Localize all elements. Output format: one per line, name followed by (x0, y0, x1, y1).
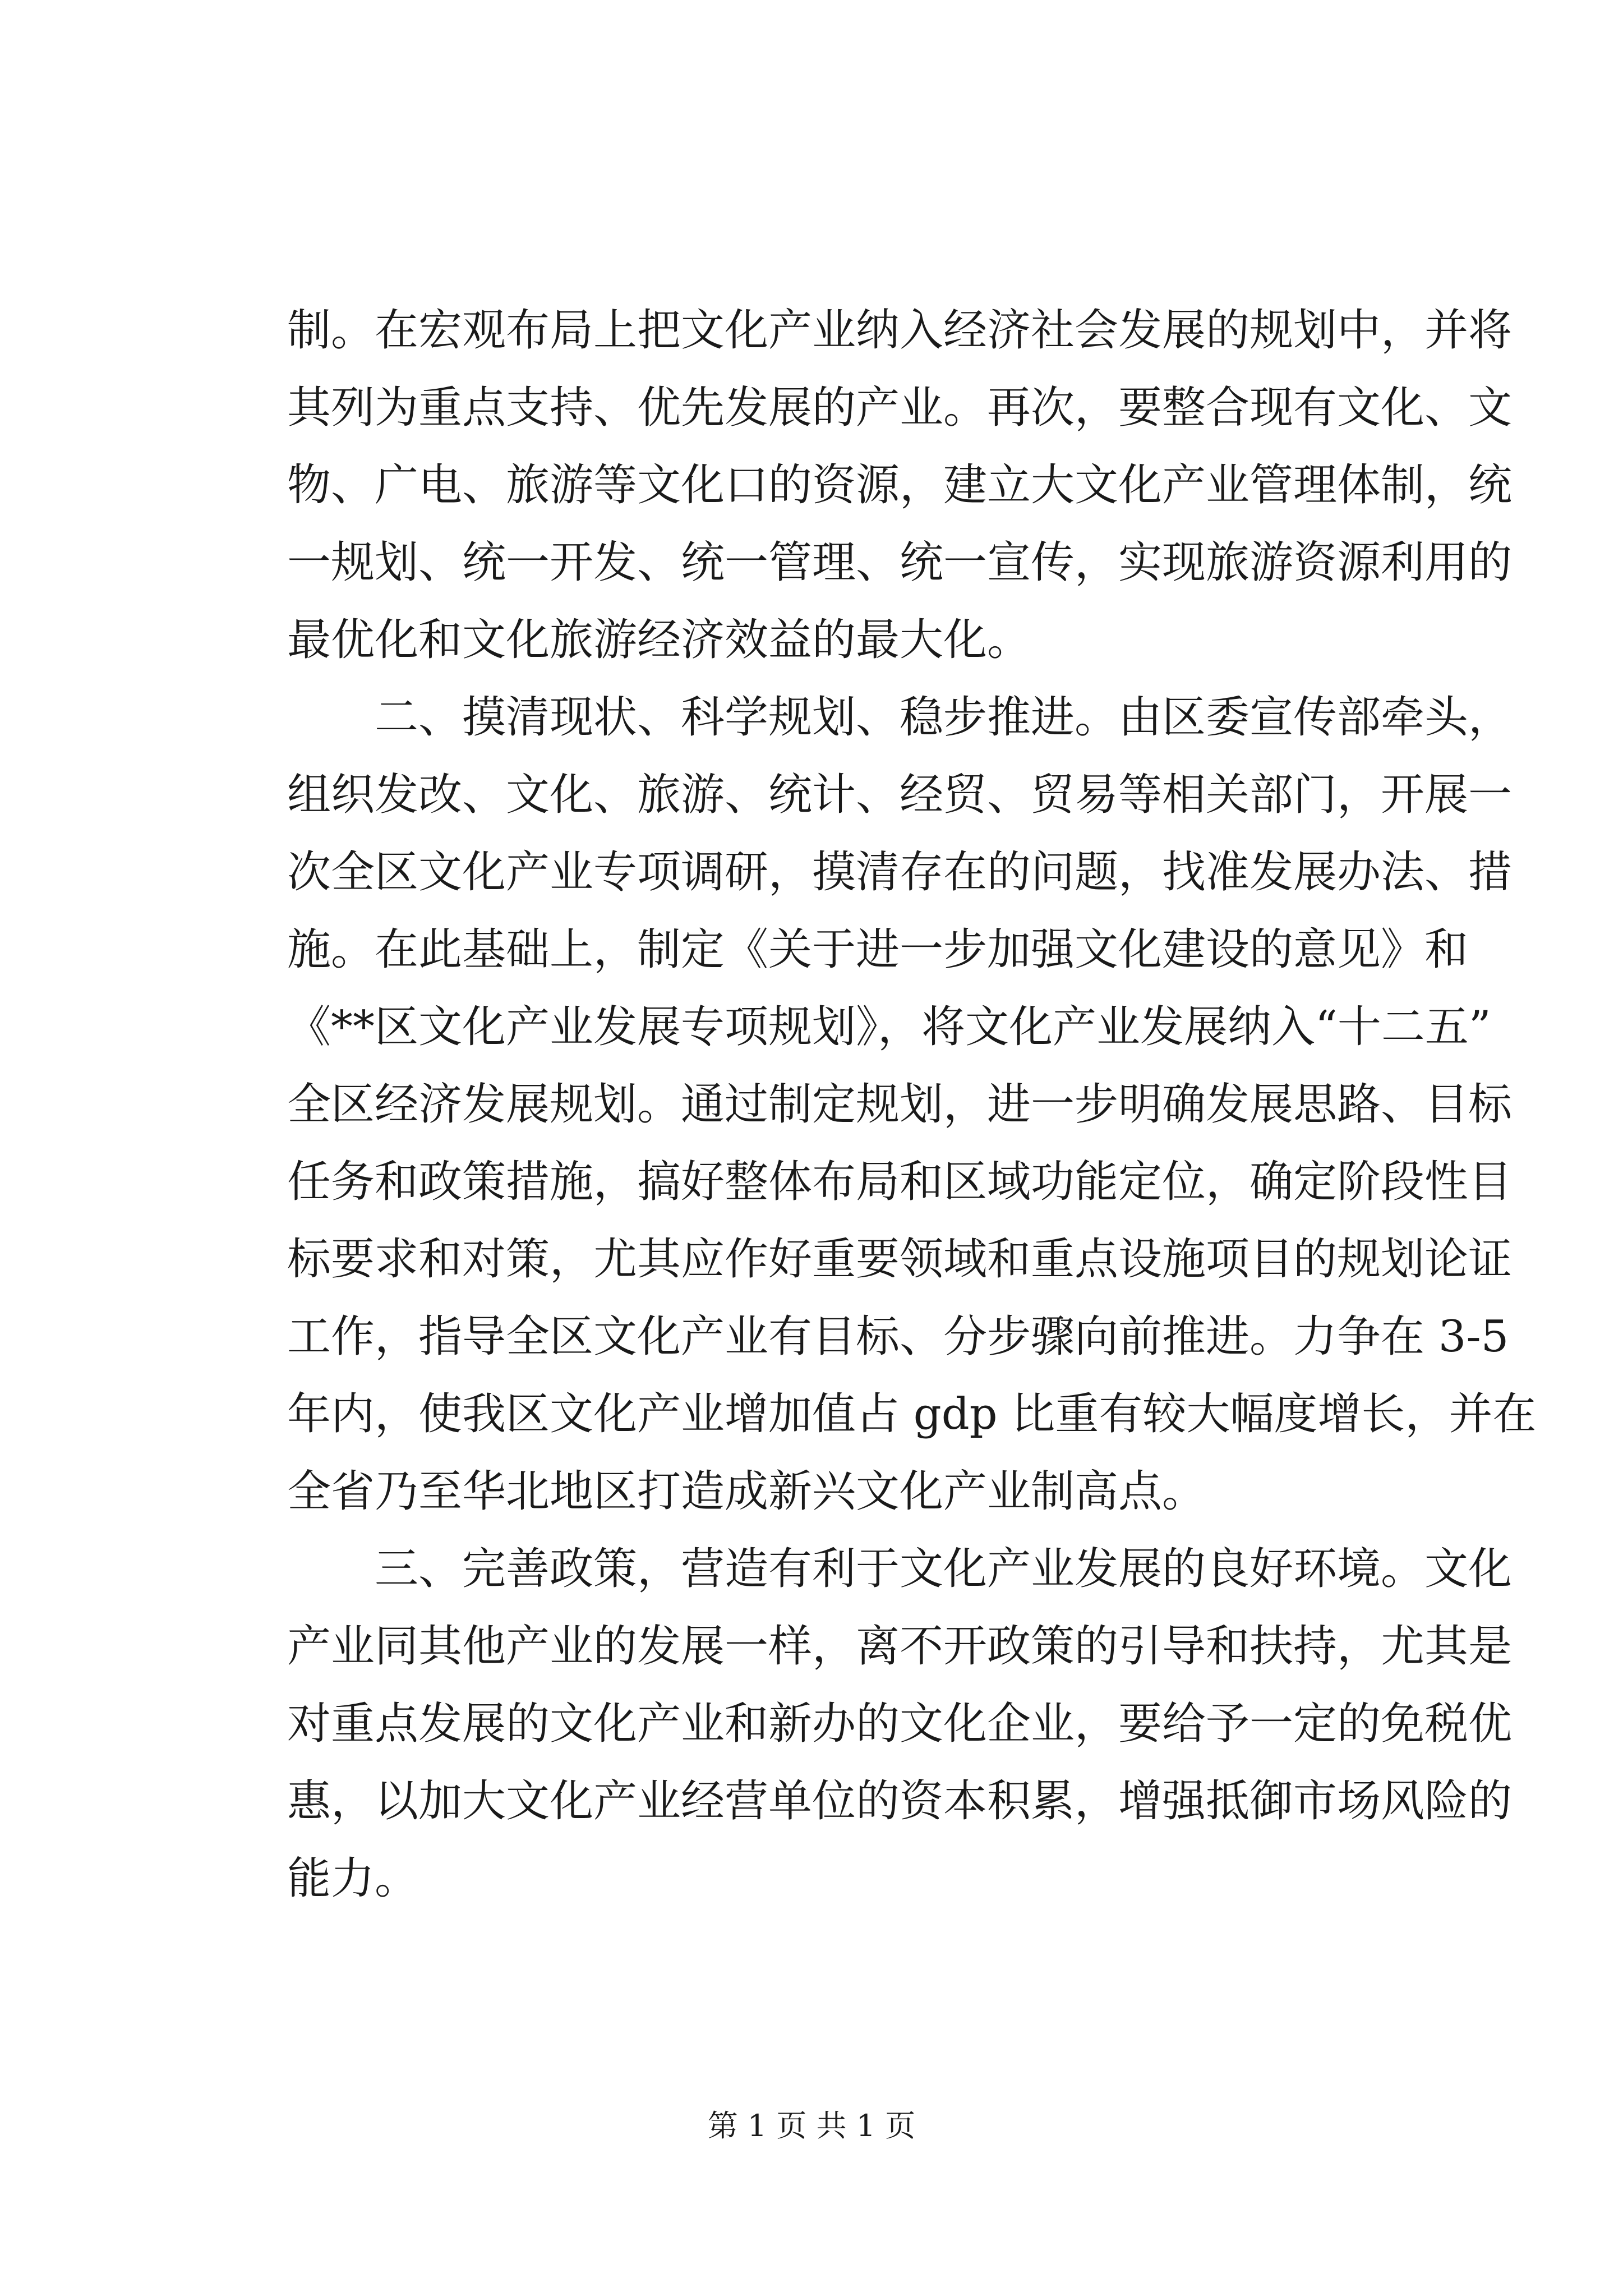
text-line: 组织发改、文化、旅游、统计、经贸、贸易等相关部门，开展一 (287, 770, 1513, 820)
text-line: 一规划、统一开发、统一管理、统一宣传，实现旅游资源利用的 (287, 537, 1513, 588)
text-line: 对重点发展的文化产业和新办的文化企业，要给予一定的免税优 (287, 1699, 1513, 1749)
page-footer: 第 1 页 共 1 页 (707, 2108, 916, 2143)
text-line: 标要求和对策，尤其应作好重要领域和重点设施项目的规划论证 (287, 1234, 1513, 1285)
text-line: 制。在宏观布局上把文化产业纳入经济社会发展的规划中，并将 (287, 305, 1513, 356)
text-line: 工作，指导全区文化产业有目标、分步骤向前推进。力争在 3-5 (287, 1312, 1509, 1362)
text-line: 产业同其他产业的发展一样，离不开政策的引导和扶持，尤其是 (287, 1621, 1513, 1672)
text-line: 二、摸清现状、科学规划、稳步推进。由区委宣传部牵头， (375, 692, 1513, 743)
text-line: 施。在此基础上，制定《关于进一步加强文化建设的意见》和 (287, 924, 1469, 975)
paragraph-2 (287, 679, 1537, 1530)
text-line: 物、广电、旅游等文化口的资源，建立大文化产业管理体制，统 (287, 460, 1513, 510)
paragraph-3 (287, 1530, 1513, 1917)
text-line: 全省乃至华北地区打造成新兴文化产业制高点。 (287, 1466, 1206, 1517)
text-line: 惠，以加大文化产业经营单位的资本积累，增强抵御市场风险的 (287, 1776, 1513, 1826)
text-line: 《**区文化产业发展专项规划》，将文化产业发展纳入“十二五” (287, 1002, 1491, 1052)
text-line: 最优化和文化旅游经济效益的最大化。 (287, 615, 1031, 665)
paragraph-1 (287, 292, 1513, 679)
body-text (287, 292, 1537, 1917)
text-line: 年内，使我区文化产业增加值占 gdp 比重有较大幅度增长，并在 (287, 1389, 1537, 1439)
text-line: 次全区文化产业专项调研，摸清存在的问题，找准发展办法、措 (287, 847, 1513, 898)
text-line: 其列为重点支持、优先发展的产业。再次，要整合现有文化、文 (287, 383, 1513, 433)
text-line: 三、完善政策，营造有利于文化产业发展的良好环境。文化 (375, 1544, 1513, 1594)
text-line: 任务和政策措施，搞好整体布局和区域功能定位，确定阶段性目 (287, 1157, 1513, 1207)
text-line: 全区经济发展规划。通过制定规划，进一步明确发展思路、目标 (287, 1079, 1513, 1130)
text-line: 能力。 (287, 1853, 419, 1904)
